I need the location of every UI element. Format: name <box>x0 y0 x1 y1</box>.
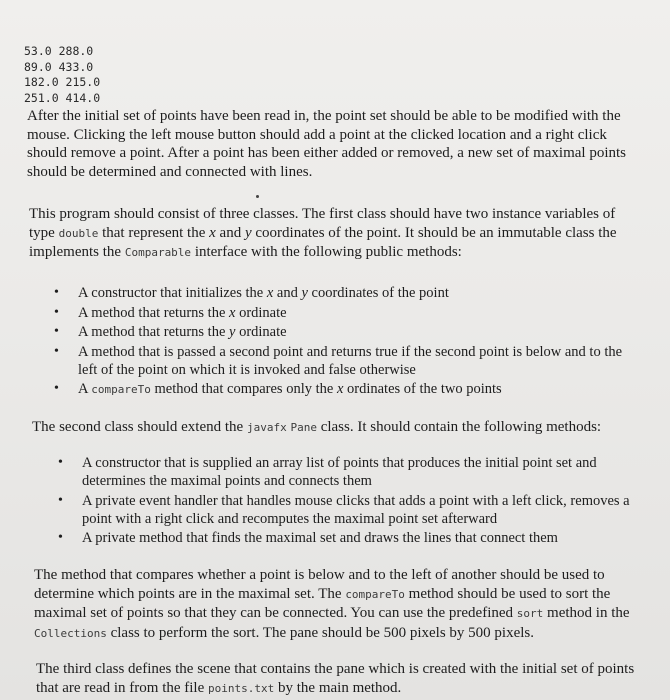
second-class-methods-list <box>58 454 642 549</box>
italic-x: x <box>266 285 274 301</box>
code-collections: Collections <box>34 626 107 640</box>
code-double: double <box>58 226 99 240</box>
list-item <box>54 284 638 302</box>
text-run: A constructor that is supplied an array list of points that produces the initial point set and determines the maximal points and connects them <box>82 455 597 489</box>
list-item <box>58 492 642 528</box>
text-run: This program should consist of three classes. The first class should have two instance variables of type <box>29 206 616 241</box>
bullet: • <box>58 530 63 545</box>
bullet: • <box>54 381 59 396</box>
italic-y: y <box>301 285 308 301</box>
text-run: A method that is passed a second point and returns true if the second point is below and to the left of the point on which it is invoked and false otherwise <box>78 343 623 378</box>
code-pane: Pane <box>290 421 317 434</box>
list-item <box>58 529 642 547</box>
code-compareto: compareTo <box>345 587 405 601</box>
first-class-methods-list <box>54 284 638 401</box>
text-run: The method that compares whether a point is below and to the left of another should be used to determine which points are in the maximal set. The <box>34 567 605 602</box>
text-run: coordinates of the point <box>307 285 449 301</box>
italic-y: y <box>229 324 236 340</box>
text-run: ordinates of the two points <box>343 381 502 397</box>
list-item <box>58 454 642 490</box>
text-run: method that compares only the <box>150 381 337 397</box>
paragraph-comparison-and-sort <box>34 566 646 643</box>
point-line: 182.0 215.0 <box>24 75 101 89</box>
text-run: The third class defines the scene that contains the pane which is created with the initial set of points that are read in from the file <box>36 661 635 696</box>
paragraph-mouse-modification: After the initial set of points have been read in, the point set should be able to be modified with the mouse. Clicking the left mouse button should add a point at the clicked location and a right click should remove a point. After a point has been either added or removed, a new set of maximal points should be determined and connected with lines. <box>27 108 626 180</box>
text-run: A constructor that initializes the <box>78 285 267 301</box>
point-line: 53.0 288.0 <box>24 44 94 58</box>
text-run: ordinate <box>235 304 287 321</box>
paragraph-third-class <box>36 660 646 698</box>
code-sort: sort <box>516 607 544 620</box>
text-run: ordinate <box>235 324 287 340</box>
text-run: coordinates of the point. It should be an immutable class the implements the <box>29 224 617 260</box>
text-run: interface with the following public methods: <box>191 244 462 260</box>
points-listing <box>24 44 100 106</box>
text-run: A <box>78 381 92 397</box>
list-item <box>54 343 638 379</box>
text-run: class. It should contain the following methods: <box>316 419 602 435</box>
text-run: by the main method. <box>274 679 402 696</box>
text-run: A method that returns the <box>78 324 230 340</box>
text-run: method should be used to sort the maximal set of points so that they can be connected. You can use the predefined <box>34 585 611 621</box>
text-run: class to perform the sort. The pane should be 500 pixels by 500 pixels. <box>106 624 535 641</box>
list-item <box>54 304 638 322</box>
code-javafx: javafx <box>246 421 287 434</box>
text-run: The second class should extend the <box>32 419 247 435</box>
paragraph-first-class <box>29 205 641 263</box>
bullet: • <box>54 304 59 320</box>
list-item <box>54 323 638 341</box>
italic-x: x <box>229 304 236 321</box>
text-run: A private event handler that handles mouse clicks that adds a point with a left click, removes a point with a right click and recomputes the maximal point set afterward <box>82 492 630 527</box>
text-run: and <box>273 285 302 301</box>
stray-mark <box>256 195 259 198</box>
bullet: • <box>54 343 59 359</box>
bullet: • <box>58 455 63 470</box>
italic-y: y <box>244 224 252 241</box>
code-compareto: compareTo <box>91 383 151 396</box>
bullet: • <box>54 324 59 339</box>
italic-x: x <box>209 224 216 241</box>
bullet: • <box>54 285 59 300</box>
text-run: that represent the <box>98 224 210 241</box>
text-run: A private method that finds the maximal set and draws the lines that connect them <box>82 530 558 546</box>
text-run: A method that returns the <box>78 304 230 321</box>
list-item <box>54 380 638 399</box>
bullet: • <box>58 492 63 508</box>
point-line: 251.0 414.0 <box>24 90 101 105</box>
paragraph-second-class <box>32 418 642 438</box>
text-run: method in the <box>543 605 630 621</box>
code-points-txt: points.txt <box>208 681 275 695</box>
italic-x: x <box>336 381 344 397</box>
text-run: and <box>215 224 245 241</box>
point-line: 89.0 433.0 <box>24 59 94 74</box>
code-comparable: Comparable <box>124 246 192 259</box>
